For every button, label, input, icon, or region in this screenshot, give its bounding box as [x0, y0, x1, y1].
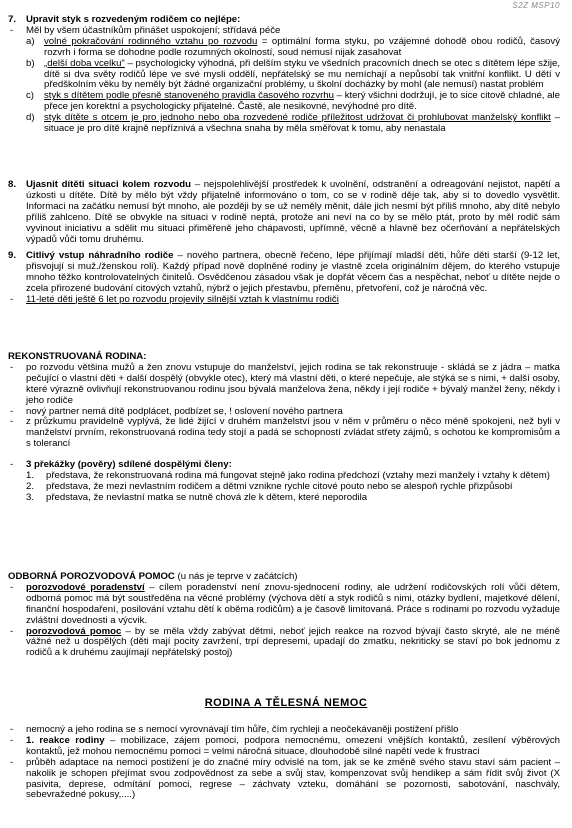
family-illness-section	[8, 725, 560, 801]
section-7-item-b: b) „delší doba vcelku" – psychologicky výhodná, při delším styku ve všedních pracovních dnech se otec s dítětem lépe sžije, dítě si dva světy rodičů lépe ve své mysli oddělí, nepřátelský se mu nemíchají a nepůsobí tak vnitřní konflikt. U dětí v předškolním věku by neměly být žádné organizační problémy, u školní docházky by mohl (ale nemusí) nastat problém	[26, 57, 561, 91]
professional-help-title: ODBORNÁ POROZVODOVÁ POMOC	[8, 571, 175, 582]
myths-title: 3 překážky (pověry) sdílené dospělými členy:	[26, 459, 232, 471]
section-9-text: – nového partnera, obecně řečeno, lépe přijímají mladší děti, hůře děti starší (9-12 let, přisvojují si muž./ženskou roli). Každý případ nově doplněné rodiny je vlastně zcela originálním dějem, do kterého vstupuje mnoho těžko kontrolovatelných činitelů. Osvědčenou zásadou však je dopřát věcem čas a nespěchat, neboť u dítěte nejde o zcela přirozené budování citových vztahů, nýbrž o jejich přestavbu, přeměnu, přetvoření, což je náročná věc.	[26, 250, 560, 294]
professional-help-note: (u nás je teprve v začátcích)	[174, 571, 298, 582]
section-9: 9. Citlivý vstup náhradního rodiče – nového partnera, obecně řečeno, lépe přijímají mladší děti, hůře děti starší (9-12 let, přisvojují si muž./ženskou roli). Každý případ nově doplněné rodiny je vlastně zcela originálním dějem, do kterého vstupuje mnoho těžko kontrolovatelných činitelů. Osvědčenou zásadou však je dopřát věcem čas a nespěchat, neboť u dítěte nejde o zcela přirozené budování citových vztahů, nýbrž o jejich přestavbu, přeměnu, přetvoření, což je náročná věc. - 11-leté děti ještě 6 let po rozvodu projevily silnější vztah k vlastnímu rodiči	[8, 250, 560, 305]
myth-1: 1. představa, že rekonstruovaná rodina má fungovat stejně jako rodina předchozí (vztahy mezi manžely i vztahy k dětem)	[26, 470, 550, 482]
professional-help-section	[8, 572, 560, 659]
section-8: 8. Ujasnit dítěti situaci kolem rozvodu – nejspolehlivější prostředek k uvolnění, odstranění a odreagování nejistot, napětí a úzkosti u dítěte. Dítě by mělo být vždy přijatelně informováno o tom, co se v rodině děje tak, aby si to dovedlo vysvětlit. Informaci na začátku nemusí být mnoho, ale později by se už neměly měnit, dále jich nesmí být příliš mnoho, aby dítě nebylo příliš zahlceno. Dítě se obvykle na situaci v rodině neptá, protože ani neví na co by se mělo ptát, proto by měl rodič sám vyvinout iniciativu a sdělit mu situaci přiměřeně jeho chápavosti, upřímně, věcně a hlavně bez očerňování a nepřátelských výpadů vůči tomu druhému.	[8, 179, 560, 245]
section-7-title: Upravit styk s rozvedeným rodičem co nejlépe:	[26, 14, 241, 25]
section-8-title: Ujasnit dítěti situaci kolem rozvodu	[26, 179, 192, 190]
myth-2: 2. představa, že mezi nevlastním rodičem a dětmi vznikne rychle citové pouto nebo se alespoň rychle přizpůsobí	[26, 480, 513, 492]
page-header: S2Z MSP10	[512, 1, 560, 10]
section-7: 7. Upravit styk s rozvedeným rodičem co nejlépe: - Měl by všem účastníkům přinášet uspokojení; střídavá péče a) volné pokračování rodinného vztahu po rozvodu = optimální forma styku, po vzájemné dohodě obou rodičů, časový rozvrh i forma se dohodne podle rozumných okolností, soud nemusí nijak zasahovat b) „delší doba vcelku" – psychologicky výhodná, při delším styku ve všedních pracovních dnech se otec s dítětem lépe sžije, dítě si dva světy rodičů lépe ve své mysli oddělí, nepřátelský se mu nemíchají a nepůsobí tak vnitřní konflikt. U dětí v předškolním věku by neměly být žádné organizační problémy, u školní docházky by mohl (ale nemusí) nastat problém c) styk s dítětem podle přesně stanoveného pravidla časového rozvrhu – který všichni dodržují, je to sice citově chladné, ale přece jen korektní a psychologicky přijatelné. Častě, ale nesikovné, nevýhodné pro dítě. d) styk dítěte s otcem je pro jednoho nebo oba rozvedené rodiče příležitost udržovat či prohlubovat manželský konflikt – situace je pro dítě krajně nepříznivá a všechna snaha by měla směřovat k tomu, aby nenastala	[8, 14, 561, 135]
section-7-item-d: d) styk dítěte s otcem je pro jednoho nebo oba rozvedené rodiče příležitost udržovat či prohlubovat manželský konflikt – situace je pro dítě krajně nepříznivá a všechna snaha by měla směřovat k tomu, aby nenastala	[26, 112, 560, 135]
section-7-item-a: a) volné pokračování rodinného vztahu po rozvodu = optimální forma styku, po vzájemné dohodě obou rodičů, časový rozvrh i forma se dohodne podle rozumných okolností, soud nemusí nijak zasahovat	[26, 35, 560, 58]
family-illness-item-3: - průběh adaptace na nemoci postižení je do značné míry odvislé na tom, jak se ke změně svého stavu staví sám pacient – nakolik je schopen přejímat svou zodpovědnost za sebe a svůj stav, kompenzovat svůj hendikep a sám řídit svůj život (X pasivita, deprese, odmítání pomoci, regrese – záchvaty vzteku, domáhání se pozornosti, sabotování, naschvály, sebevražedné pokusy,....)	[10, 756, 560, 801]
section-7-number: 7.	[8, 14, 17, 25]
reconstructed-family-section: REKONSTRUOVANÁ RODINA: - po rozvodu většina mužů a žen znovu vstupuje do manželství, jejich rodina se tak rekonstruuje - skládá se z jádra – matka pečující o vlastní děti + další dospělý (obvykle otec), který má vlastní děti, o které nepečuje, ale stýká se s nimi, + další osoby, které výrazně ovlivňují rekonstruovanou rodinu jsou bývalá manželova žena, někdy i její rodiče + bývalý manžel ženy, někdy i jeho rodiče - nový partner nemá dítě podplácet, podbízet se, ! oslovení nového partnera - z průzkumu pravidelně vyplývá, že lidé žijící v druhém manželství jsou v něm v průměru o něco méně spokojeni, než byli v manželství prvním, rekonstruovaná rodina tedy stojí a padá se schopností zvládat střety zájmů, s ochotou ke kompromisům a s tolerancí - 3 překážky (pověry) sdílené dospělými členy: 1. představa, že rekonstruovaná rodina má fungovat stejně jako rodina předchozí (vztahy mezi manžely i vztahy k dětem) 2. představa, že mezi nevlastním rodičem a dětmi vznikne rychle citové pouto nebo se alespoň rychle přizpůsobí 3. představa, že nevlastní matka se nutně chová zle k dětem, které neporodila	[8, 351, 560, 503]
section-9-extra: 11-leté děti ještě 6 let po rozvodu projevily silnější vztah k vlastnímu rodiči	[26, 293, 339, 305]
family-illness-item-1: - nemocný a jeho rodina se s nemocí vyrovnávají tím hůře, čím rychleji a neočekávaněji postižení přišlo	[10, 724, 459, 735]
reconstructed-item-1: - po rozvodu většina mužů a žen znovu vstupuje do manželství, jejich rodina se tak rekonstruuje - skládá se z jádra – matka pečující o vlastní děti + další dospělý (obvykle otec), který má vlastní děti, o které nepečuje, ale stýká se s nimi, + další osoby, které výrazně ovlivňují rekonstruovanou rodinu jsou bývalá manželova žena, někdy i její rodiče + bývalý manžel ženy, někdy i jeho rodiče	[10, 361, 560, 406]
section-9-title: Citlivý vstup náhradního rodiče	[26, 250, 174, 261]
reconstructed-item-2: - nový partner nemá dítě podplácet, podbízet se, ! oslovení nového partnera	[10, 405, 343, 417]
myth-3: 3. představa, že nevlastní matka se nutně chová zle k dětem, které neporodila	[26, 491, 368, 503]
section-7-item-c: c) styk s dítětem podle přesně stanoveného pravidla časového rozvrhu – který všichni dodržují, je to sice citově chladné, ale přece jen korektní a psychologicky přijatelné. Častě, ale nesikovné, nevýhodné pro dítě.	[26, 90, 560, 113]
professional-help-item-1: - porozvodové poradenství – cílem poradenství není znovu-sjednocení rodiny, ale udržení rodičovských rolí vůči dětem, odborná pomoc má být soustředěna na věcné problémy (výchova dětí a styk rodičů s nimi, otázky bydlení, majetkové dělení, finanční hospodaření, posilování vztahu dětí k oběma rodičům) a je časově limitovaná. Práce s rodinami po rozvodu vyžaduje zvláštní dovednosti a výcvik.	[10, 581, 560, 626]
family-illness-title: RODINA A TĚLESNÁ NEMOC	[204, 697, 368, 709]
section-8-text: – nejspolehlivější prostředek k uvolnění, odstranění a odreagování nejistot, napětí a úzkosti u dítěte. Dítě by mělo být vždy přijatelně informováno o tom, co se v rodině děje tak, aby si to dovedlo vysvětlit. Informaci na začátku nemusí být mnoho, ale později by se už neměly měnit, dále jich nesmí být příliš mnoho, aby dítě nebylo příliš zahlceno. Dítě se obvykle na situaci v rodině neptá, protože ani neví na co by se mělo ptát, proto by měl rodič sám vyvinout iniciativu a sdělit mu situaci přiměřeně jeho chápavosti, upřímně, věcně a hlavně bez očerňování a nepřátelských výpadů vůči tomu druhému.	[26, 179, 560, 245]
professional-help-item-2: - porozvodová pomoc – by se měla vždy zabývat dětmi, neboť jejich reakce na rozvod bývají často skryté, ale ne méně vážné než u dospělých (děti mají pocity zavržení, trpí depresemi, upadají do zmatku, nekriticky se staví po bok jednomu z rodičů a k druhému zaujímají nepřátelský postoj)	[10, 625, 560, 659]
family-illness-item-2: - 1. reakce rodiny – mobilizace, zájem pomoci, podpora nemocnému, omezení vnějších kontaktů, zesílení výběrových kontaktů, jež mohou nemocnému pomoci = velmi náročná situace, dlouhodobě silné napětí vede k frustraci	[10, 734, 560, 757]
reconstructed-item-3: - z průzkumu pravidelně vyplývá, že lidé žijící v druhém manželství jsou v něm v průměru o něco méně spokojeni, než byli v manželství prvním, rekonstruovaná rodina tedy stojí a padá se schopností zvládat střety zájmů, s ochotou ke kompromisům a s tolerancí	[10, 416, 560, 450]
reconstructed-family-title: REKONSTRUOVANÁ RODINA:	[8, 351, 147, 362]
section-7-intro: Měl by všem účastníkům přinášet uspokojení; střídavá péče	[26, 24, 281, 36]
